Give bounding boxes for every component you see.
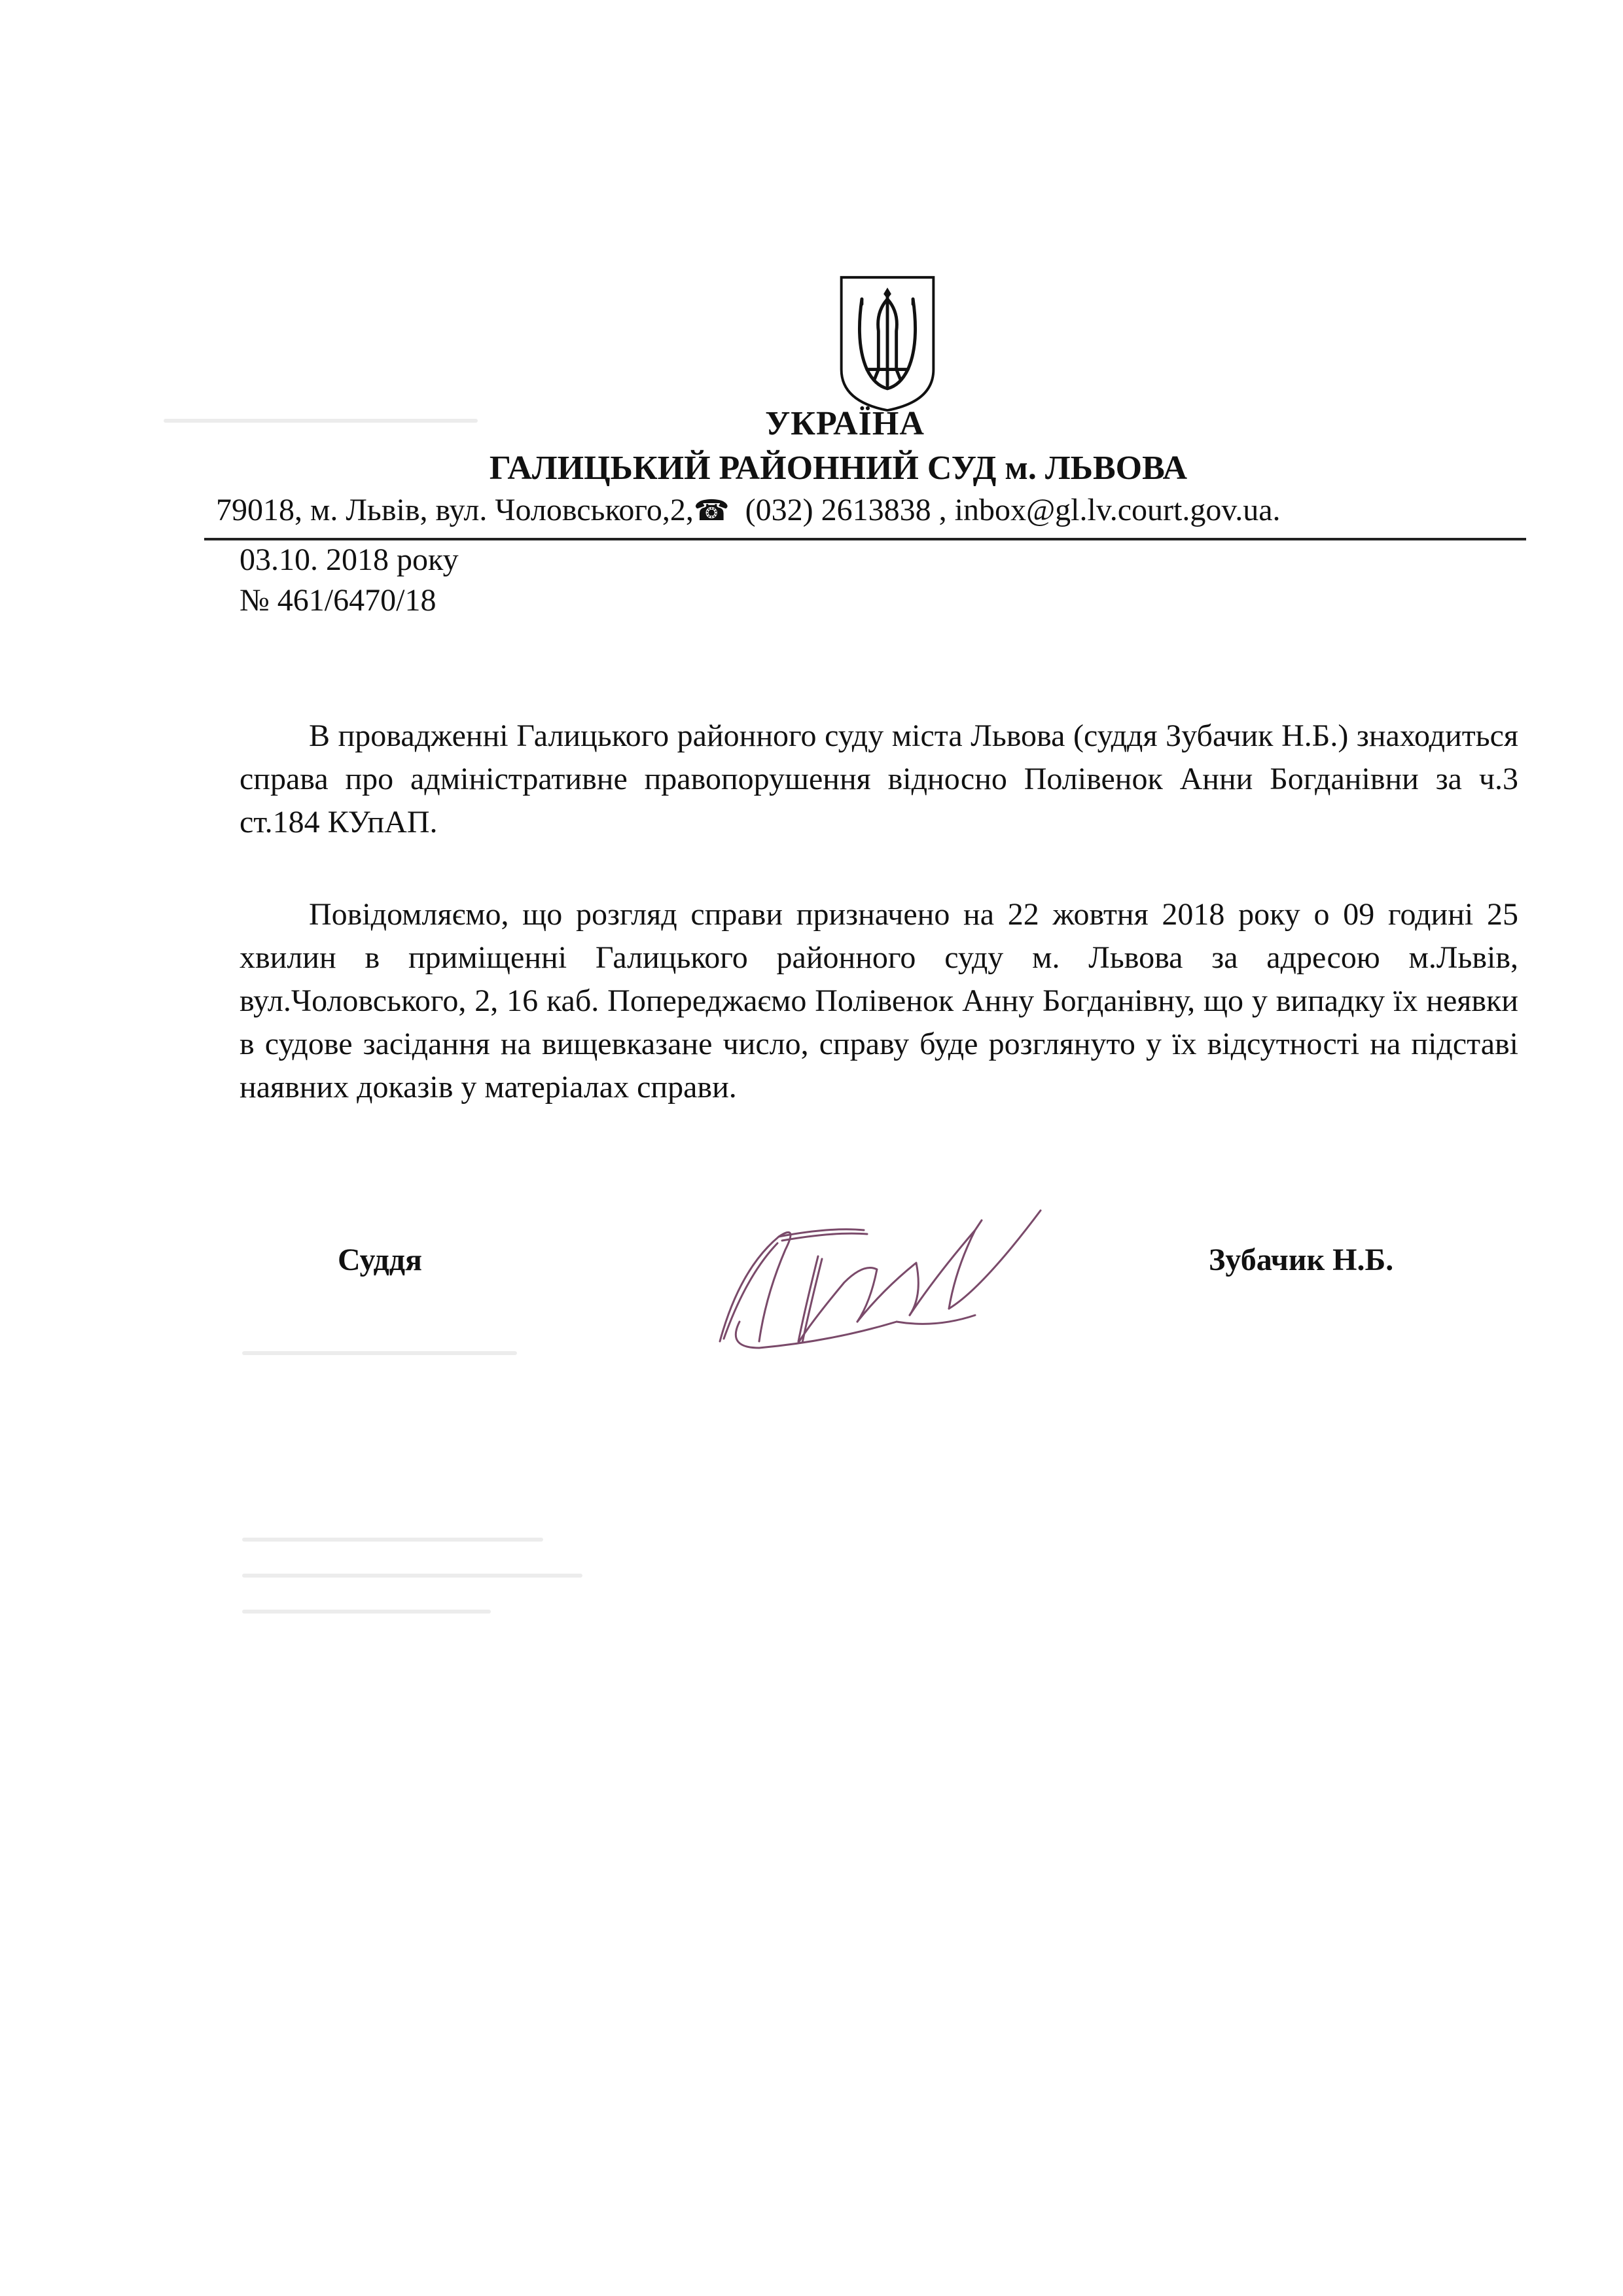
- letter-date: 03.10. 2018 року: [240, 542, 459, 577]
- court-address: [216, 492, 1525, 528]
- signer-role: Суддя: [338, 1243, 422, 1277]
- scan-artifact: [242, 1351, 517, 1355]
- handwritten-signature: [700, 1191, 1054, 1361]
- telephone-icon: ☎: [693, 495, 730, 527]
- ukraine-coat-of-arms-icon: [836, 274, 939, 414]
- scan-artifact: [242, 1574, 582, 1578]
- case-number: № 461/6470/18: [240, 583, 437, 618]
- court-name: ГАЛИЦЬКИЙ РАЙОННИЙ СУД м. ЛЬВОВА: [489, 450, 1188, 487]
- address-street: 79018, м. Львів, вул. Чоловського,2,: [216, 493, 694, 527]
- signer-name: Зубачик Н.Б.: [1209, 1243, 1394, 1277]
- header-divider: [204, 538, 1526, 540]
- scan-artifact: [242, 1538, 543, 1542]
- country-title: УКРАЇНА: [765, 405, 925, 442]
- body-paragraph-2: Повідомляємо, що розгляд справи призначено на 22 жовтня 2018 року о 09 годині 25 хвилин в приміщенні Галицького районного суду м. Львова за адресою м.Львів, вул.Чоловського, 2, 16 каб. Попереджаємо Полівенок Анну Богданівну, що у випадку їх неявки в судове засідання на вищевказане число, справу буде розглянуто у їх відсутності на підставі наявних доказів у матеріалах справи.: [240, 897, 1518, 1104]
- scan-artifact: [242, 1610, 491, 1614]
- body-paragraph-1: В провадженні Галицького районного суду міста Львова (суддя Зубачик Н.Б.) знаходиться справа про адміністративне правопорушення відносно Полівенок Анни Богданівни за ч.3 ст.184 КУпАП.: [240, 718, 1518, 839]
- address-contacts: (032) 2613838 , inbox@gl.lv.court.gov.ua.: [737, 493, 1281, 527]
